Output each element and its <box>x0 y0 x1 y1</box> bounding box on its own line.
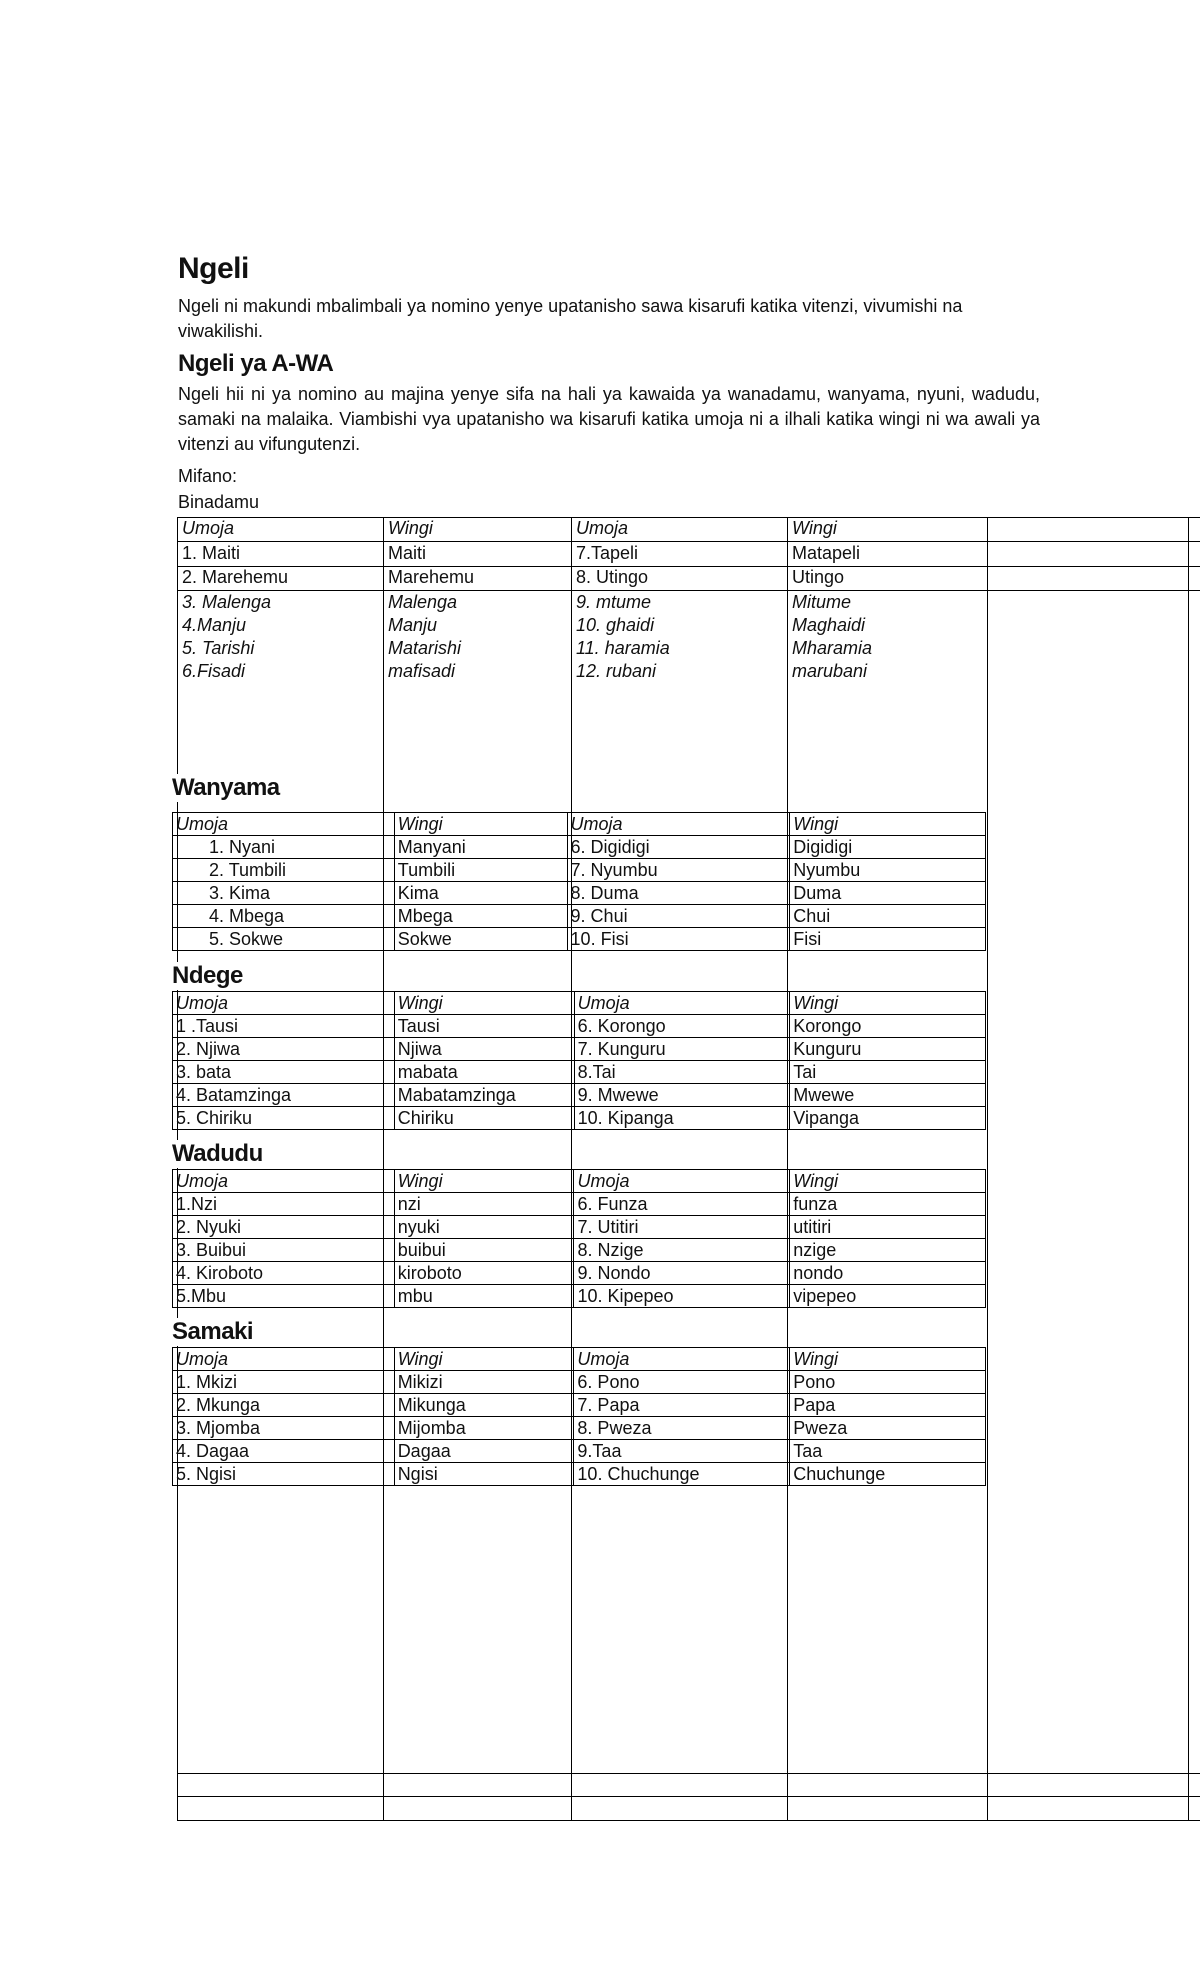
table-cell: 3. bata <box>173 1061 395 1084</box>
table-row <box>173 1262 986 1285</box>
table-cell: 2. Tumbili <box>173 859 395 882</box>
table-cell: 5. Sokwe <box>173 928 395 951</box>
table-cell: 10. Kipanga <box>574 1107 790 1130</box>
table-header: Umoja <box>574 1348 790 1371</box>
table-cell: buibui <box>394 1239 574 1262</box>
table-cell: Nyumbu <box>790 859 986 882</box>
binadamu-italic-col2 <box>388 591 461 683</box>
table-cell: Kunguru <box>790 1038 986 1061</box>
table-cell: Papa <box>790 1394 986 1417</box>
table-cell: Kima <box>394 882 567 905</box>
table-cell: 10. Chuchunge <box>574 1463 790 1486</box>
binadamu-cell: 1. Maiti <box>182 543 241 563</box>
ndege-table <box>172 991 986 1130</box>
binadamu-italic-col1 <box>182 591 271 683</box>
binadamu-item: 11. haramia <box>576 638 670 658</box>
binadamu-item: 10. ghaidi <box>576 615 655 635</box>
table-cell: 9.Taa <box>574 1440 790 1463</box>
table-cell: 5.Mbu <box>173 1285 395 1308</box>
wadudu-title: Wadudu <box>172 1140 267 1168</box>
table-cell: 9. Nondo <box>574 1262 790 1285</box>
table-row <box>173 928 986 951</box>
table-cell: Tai <box>790 1061 986 1084</box>
binadamu-header-wingi-2: Wingi <box>792 518 837 538</box>
table-cell: Tausi <box>394 1015 574 1038</box>
table-cell: 5. Ngisi <box>173 1463 395 1486</box>
table-cell: Mikunga <box>394 1394 574 1417</box>
table-cell: 1. Nyani <box>173 836 395 859</box>
table-cell: utitiri <box>790 1216 986 1239</box>
table-cell: 2. Nyuki <box>173 1216 395 1239</box>
table-cell: Mwewe <box>790 1084 986 1107</box>
table-cell: vipepeo <box>790 1285 986 1308</box>
binadamu-item: 3. Malenga <box>182 592 272 612</box>
table-row <box>173 1084 986 1107</box>
examples-label: Mifano: <box>178 466 238 486</box>
table-cell: nzige <box>790 1239 986 1262</box>
table-header: Wingi <box>394 813 567 836</box>
table-cell: Vipanga <box>790 1107 986 1130</box>
table-row <box>173 1239 986 1262</box>
table-cell: mbu <box>394 1285 574 1308</box>
table-cell: Chiriku <box>394 1107 574 1130</box>
binadamu-item: 5. Tarishi <box>182 638 255 658</box>
table-row <box>173 859 986 882</box>
binadamu-item: Maghaidi <box>792 615 866 635</box>
table-row <box>173 1107 986 1130</box>
table-cell: nyuki <box>394 1216 574 1239</box>
binadamu-italic-col3 <box>576 591 670 683</box>
table-row <box>173 1015 986 1038</box>
intro-paragraph: Ngeli ni makundi mbalimbali ya nomino yenye upatanisho sawa kisarufi katika vitenzi, vivumishi na viwakilishi. <box>178 296 963 341</box>
table-cell: Chui <box>790 905 986 928</box>
table-cell: Dagaa <box>394 1440 574 1463</box>
binadamu-item: Mitume <box>792 592 852 612</box>
table-cell: 6. Korongo <box>574 1015 790 1038</box>
table-row <box>173 1348 986 1371</box>
table-row <box>173 1193 986 1216</box>
table-row <box>173 813 986 836</box>
binadamu-cell: 2. Marehemu <box>182 567 289 587</box>
table-cell: nzi <box>394 1193 574 1216</box>
table-cell: 3. Mjomba <box>173 1417 395 1440</box>
table-cell: 4. Dagaa <box>173 1440 395 1463</box>
table-cell: 5. Chiriku <box>173 1107 395 1130</box>
table-row <box>173 1440 986 1463</box>
table-cell: 7. Utitiri <box>574 1216 790 1239</box>
samaki-table <box>172 1347 986 1486</box>
table-header: Umoja <box>173 1170 395 1193</box>
binadamu-cell: 7.Tapeli <box>576 543 639 563</box>
ndege-title: Ndege <box>172 962 247 990</box>
table-cell: 4. Mbega <box>173 905 395 928</box>
table-row <box>173 836 986 859</box>
table-row <box>173 905 986 928</box>
table-cell: Tumbili <box>394 859 567 882</box>
binadamu-header-umoja-2: Umoja <box>576 518 629 538</box>
table-cell: Sokwe <box>394 928 567 951</box>
table-cell: Ngisi <box>394 1463 574 1486</box>
table-cell: 4. Kiroboto <box>173 1262 395 1285</box>
wadudu-table <box>172 1169 986 1308</box>
table-cell: Pono <box>790 1371 986 1394</box>
binadamu-item: Matarishi <box>388 638 462 658</box>
table-cell: 8. Nzige <box>574 1239 790 1262</box>
binadamu-cell: Matapeli <box>792 543 861 563</box>
table-cell: 7. Papa <box>574 1394 790 1417</box>
binadamu-item: Mharamia <box>792 638 873 658</box>
table-cell: Digidigi <box>790 836 986 859</box>
table-row <box>173 1061 986 1084</box>
table-header: Wingi <box>790 992 986 1015</box>
table-header: Umoja <box>567 813 790 836</box>
binadamu-item: 9. mtume <box>576 592 652 612</box>
table-cell: 3. Kima <box>173 882 395 905</box>
table-cell: Korongo <box>790 1015 986 1038</box>
table-row <box>173 1170 986 1193</box>
binadamu-header-wingi-1: Wingi <box>388 518 433 538</box>
binadamu-item: Malenga <box>388 592 458 612</box>
binadamu-cell: Marehemu <box>388 567 475 587</box>
section-heading: Ngeli ya A-WA <box>178 350 334 377</box>
table-cell: 10. Kipepeo <box>574 1285 790 1308</box>
table-header: Umoja <box>173 1348 395 1371</box>
table-cell: Pweza <box>790 1417 986 1440</box>
table-cell: 3. Buibui <box>173 1239 395 1262</box>
binadamu-cell: Utingo <box>792 567 845 587</box>
table-cell: 1. Mkizi <box>173 1371 395 1394</box>
table-cell: 8. Pweza <box>574 1417 790 1440</box>
table-cell: Mikizi <box>394 1371 574 1394</box>
table-cell: Manyani <box>394 836 567 859</box>
table-cell: 10. Fisi <box>567 928 790 951</box>
table-row <box>173 1463 986 1486</box>
table-row <box>173 1394 986 1417</box>
table-row <box>173 1038 986 1061</box>
wanyama-table <box>172 812 986 951</box>
table-header: Wingi <box>394 1170 574 1193</box>
table-row <box>173 1371 986 1394</box>
binadamu-cell: Maiti <box>388 543 427 563</box>
binadamu-cell: 8. Utingo <box>576 567 649 587</box>
table-cell: funza <box>790 1193 986 1216</box>
table-cell: Duma <box>790 882 986 905</box>
table-header: Umoja <box>574 1170 790 1193</box>
table-header: Umoja <box>574 992 790 1015</box>
binadamu-item: Manju <box>388 615 438 635</box>
table-cell: 6. Digidigi <box>567 836 790 859</box>
table-header: Wingi <box>394 992 574 1015</box>
table-row <box>173 882 986 905</box>
table-cell: 9. Mwewe <box>574 1084 790 1107</box>
table-cell: 2. Mkunga <box>173 1394 395 1417</box>
binadamu-item: 6.Fisadi <box>182 661 246 681</box>
samaki-title: Samaki <box>172 1318 257 1346</box>
table-cell: 7. Nyumbu <box>567 859 790 882</box>
table-cell: 1 .Tausi <box>173 1015 395 1038</box>
table-cell: 1.Nzi <box>173 1193 395 1216</box>
table-cell: nondo <box>790 1262 986 1285</box>
table-header: Umoja <box>173 992 395 1015</box>
binadamu-header-umoja-1: Umoja <box>182 518 235 538</box>
table-row <box>173 1285 986 1308</box>
table-cell: 2. Njiwa <box>173 1038 395 1061</box>
table-cell: Mijomba <box>394 1417 574 1440</box>
table-header: Wingi <box>790 813 986 836</box>
table-header: Umoja <box>173 813 395 836</box>
table-header: Wingi <box>394 1348 574 1371</box>
table-cell: Mbega <box>394 905 567 928</box>
wanyama-title: Wanyama <box>172 774 284 802</box>
table-cell: 6. Pono <box>574 1371 790 1394</box>
table-cell: 7. Kunguru <box>574 1038 790 1061</box>
table-cell: 8.Tai <box>574 1061 790 1084</box>
table-row <box>173 992 986 1015</box>
page-title: Ngeli <box>178 252 249 285</box>
binadamu-item: mafisadi <box>388 661 456 681</box>
table-cell: Taa <box>790 1440 986 1463</box>
table-cell: 8. Duma <box>567 882 790 905</box>
table-cell: 6. Funza <box>574 1193 790 1216</box>
binadamu-italic-col4 <box>792 591 872 683</box>
table-cell: 9. Chui <box>567 905 790 928</box>
binadamu-item: 4.Manju <box>182 615 247 635</box>
table-cell: kiroboto <box>394 1262 574 1285</box>
binadamu-item: 12. rubani <box>576 661 657 681</box>
binadamu-title: Binadamu <box>178 492 260 512</box>
table-cell: Chuchunge <box>790 1463 986 1486</box>
description-paragraph: Ngeli hii ni ya nomino au majina yenye sifa na hali ya kawaida ya wanadamu, wanyama, nyuni, wadudu, samaki na malaika. Viambishi vya upatanisho wa kisarufi katika umoja ni a ilhali katika wingi ni wa awali ya vitenzi au vifungutenzi. <box>178 384 1040 454</box>
table-cell: mabata <box>394 1061 574 1084</box>
table-header: Wingi <box>790 1348 986 1371</box>
binadamu-item: marubani <box>792 661 868 681</box>
table-row <box>173 1216 986 1239</box>
table-cell: Mabatamzinga <box>394 1084 574 1107</box>
table-cell: Njiwa <box>394 1038 574 1061</box>
table-cell: Fisi <box>790 928 986 951</box>
table-cell: 4. Batamzinga <box>173 1084 395 1107</box>
table-header: Wingi <box>790 1170 986 1193</box>
table-row <box>173 1417 986 1440</box>
